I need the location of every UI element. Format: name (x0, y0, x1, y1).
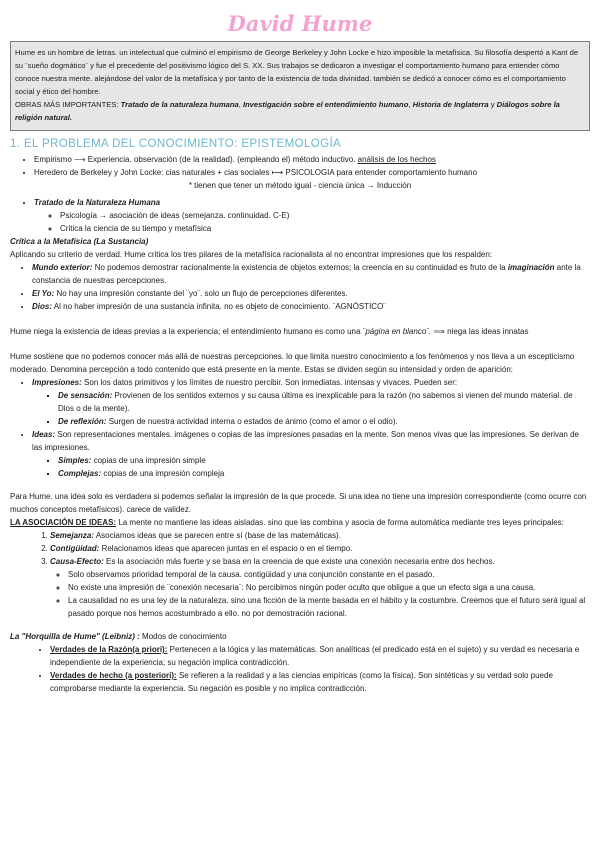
fork-heading-line (10, 630, 588, 643)
law-item (50, 555, 588, 620)
sub-list-item: ◦ Psicología → asociación de ideas (semejanza. continuidad. C-E) (60, 209, 588, 222)
spacer (0, 480, 600, 490)
paragraph-text: La mente no mantiene las ideas aisladas. sino que las combina y asocia de forma automática mediante tres leyes principales: (118, 518, 564, 527)
intro-box (10, 41, 590, 131)
list-item (32, 287, 588, 300)
term-text: Es la asociación más fuerte y se basa en la creencia de que existe una conexión necesaria entre dos hechos. (106, 557, 495, 566)
term-label: De reflexión: (58, 417, 107, 426)
association-lead-paragraph (10, 516, 588, 529)
sub-list-item: ◦ Critica la ciencia de su tiempo y metafísica (60, 222, 588, 235)
work-title: Tratado de la naturaleza humana (120, 100, 239, 109)
perceptions-section (10, 350, 588, 480)
innate-ideas-paragraph (10, 325, 588, 338)
term-text: Son los datos primitivos y los límites de nuestro percibir. Son inmediatas. intensas y vivaces. Pueden ser: (84, 378, 458, 387)
term-text: Relacionamos ideas que aparecen juntas en el espacio o en el tiempo. (101, 544, 353, 553)
perceptions-lead: Hume sostiene que no podemos conocer más allá de nuestras percepciones. lo que limita nuestro conocimiento a los fenómenos y nos lleva a un escepticismo moderado. Denomina percepción a todo contenido que está presente en la mente. Estas se dividen según su intensidad y orden de aparición: (10, 352, 575, 374)
treatise-title: Tratado de la Naturaleza Humana (34, 198, 161, 207)
list-item (32, 300, 588, 313)
paragraph-text: Hume niega la existencia de ideas previas a la experiencia; el entendimiento humano es como una (10, 327, 361, 336)
term-label: Impresiones: (32, 378, 82, 387)
critica-section (10, 235, 588, 313)
separator: , (238, 100, 241, 109)
term-label: Ideas: (32, 430, 56, 439)
term-label: De sensación: (58, 391, 113, 400)
spacer (0, 620, 600, 630)
list-item (32, 428, 588, 480)
section1-content (12, 153, 588, 235)
list-item (34, 196, 588, 235)
term-label: Simples: (58, 456, 92, 465)
separator: y (490, 100, 495, 109)
fork-section (10, 630, 588, 695)
association-heading: LA ASOCIACIÓN DE IDEAS: (10, 518, 117, 527)
critica-lead: Aplicando su criterio de verdad. Hume critica los tres pilares de la metafísica racionalista al no encontrar impresiones que los respalden: (10, 250, 493, 259)
truth-paragraph: Para Hume. una idea solo es verdadera si podemos señalar la impresión de la que procede. Si una idea no tiene una impresión correspondiente (como ocurre con muchos conceptos metafísicos). carece de validez. (10, 492, 587, 514)
term-text: Son representaciones mentales. imágenes o copias de las impresiones pasadas en la mente. Son menos vivas que las impresiones. Se derivan de las impresiones. (32, 430, 579, 452)
term-text: Surgen de nuestra actividad interna o estados de ánimo (como el amor o el odio). (108, 417, 398, 426)
term-text: No hay una impresión constante del ¨yo¨. solo un flujo de percepciones diferentes. (56, 289, 348, 298)
term-text: Asociamos ideas que se parecen entre sí (base de las matemáticas). (95, 531, 341, 540)
term-text: No podemos demostrar racionalmente la existencia de objetos externos; la creencia en su continuidad es fruto de la (94, 263, 506, 272)
works-label: OBRAS MÁS IMPORTANTES: (15, 100, 119, 109)
separator: , (408, 100, 411, 109)
term-label: Semejanza: (50, 531, 95, 540)
spacer (0, 313, 600, 325)
work-title: Diálogos sobre la religión natural. (15, 100, 560, 122)
sub-list-item (58, 389, 588, 415)
term-label: Verdades de hecho (a posteriori): (50, 671, 177, 680)
list-item (34, 153, 588, 166)
spacer (0, 338, 600, 350)
sub-list-item: ◦ Solo observamos prioridad temporal de la causa. contigüidad y una conjunción constante en el pasado. (68, 568, 588, 581)
term-text: Pertenecen a la lógica y las matemáticas. Son analíticas (el predicado está en el sujeto) y su verdad es necesaria e independiente de la experiencia; su negación implica contradicción. (50, 645, 580, 667)
sub-list-item (58, 467, 588, 480)
term-text: ante la constancia de nuestras percepciones. (32, 263, 581, 285)
fork-heading: La "Horquilla de Hume" (Leibniz) : (10, 632, 140, 641)
list-item (32, 376, 588, 428)
fork-heading-tail: Modos de conocimiento (142, 632, 227, 641)
term-text: copias de una impresión compleja (103, 469, 225, 478)
underlined-text: análisis de los hechos (357, 155, 436, 164)
document-title: David Hume (227, 11, 373, 36)
sub-list-item (58, 454, 588, 467)
term-label: Verdades de la Razón(a priori): (50, 645, 168, 654)
term-label: Causa-Efecto: (50, 557, 104, 566)
paragraph-text: ⟹ niega las ideas innatas (433, 327, 529, 336)
term-label: Contigüidad: (50, 544, 100, 553)
section-heading: 1. EL PROBLEMA DEL CONOCIMIENTO: EPISTEMOLOGÍA (10, 138, 342, 150)
term-text: Provienen de los sentidos externos y su causa última es inexplicable para la razón (no sabemos si vienen del mundo material. de Dios o de la mente). (58, 391, 573, 413)
list-item (32, 261, 588, 287)
term-text: Al no haber impresión de una sustancia infinita. no es objeto de conocimiento. ¨AGNÓSTICO¨ (53, 302, 386, 311)
list-item (34, 166, 588, 179)
sub-list-item: ◦ No existe una impresión de ¨conexión necesaria¨: No percibimos ningún poder oculto que obligue a que un efecto siga a una causa. (68, 581, 588, 594)
critica-heading: Crítica a la Metafísica (La Sustancia) (10, 237, 149, 246)
term-label: El Yo: (32, 289, 55, 298)
intro-text: Hume es un hombre de letras. un intelectual que culminó el empirismo de George Berkeley y John Locke e hizo imposible la metafísica. Su filosofía despertó a Kant de su ¨sueño dogmático¨ y fue el precedente del positivismo lógico del S. XX. Sus trabajos se dedicaron a investigar el comportamiento humano para entender cómo conoce nuestra mente. alejándose del valor de la metafísica y por tanto de la existencia de toda divinidad. también se dedicó a conocer cómo es el comportamiento social y ético del hombre. (15, 48, 579, 96)
association-section (10, 516, 588, 620)
term-label: Mundo exterior: (32, 263, 93, 272)
term-label: Complejas: (58, 469, 102, 478)
term-bold: imaginación (507, 263, 555, 272)
law-item (50, 542, 588, 555)
work-title: Investigación sobre el entendimiento humano (242, 100, 409, 109)
law-item (50, 529, 588, 542)
bullet-text: Heredero de Berkeley y John Locke: cias naturales + cias sociales ⟼ PSICOLOGIA para entender comportamiento humano (34, 168, 478, 177)
sub-list-item: ◦ La causalidad no es una ley de la naturaleza. sino una ficción de la mente basada en el hábito y la costumbre. Creemos que el futuro será igual al pasado porque nos hemos acostumbrado a ello. no por demostración racional. (68, 594, 588, 620)
bullet-text: Empirismo ⟶ Experiencia. observación (de la realidad). (empleando el) método inductivo. (34, 155, 356, 164)
inductive-note: * tienen que tener un método igual - ciencia única → Inducción (188, 181, 412, 190)
list-item (50, 669, 588, 695)
term-text: copias de una impresión simple (93, 456, 206, 465)
italic-text: ¨página en blanco¨. (362, 327, 432, 336)
term-text: Se refieren a la realidad y a las ciencias empíricas (como la física). Son sintéticas y su verdad solo puede comprobarse mediante la experiencia. Su negación es posible y no implica contradicción. (50, 671, 553, 693)
term-label: Dios: (32, 302, 52, 311)
work-title: Historia de Inglaterra (412, 100, 489, 109)
sub-list-item (58, 415, 588, 428)
list-item (50, 643, 588, 669)
